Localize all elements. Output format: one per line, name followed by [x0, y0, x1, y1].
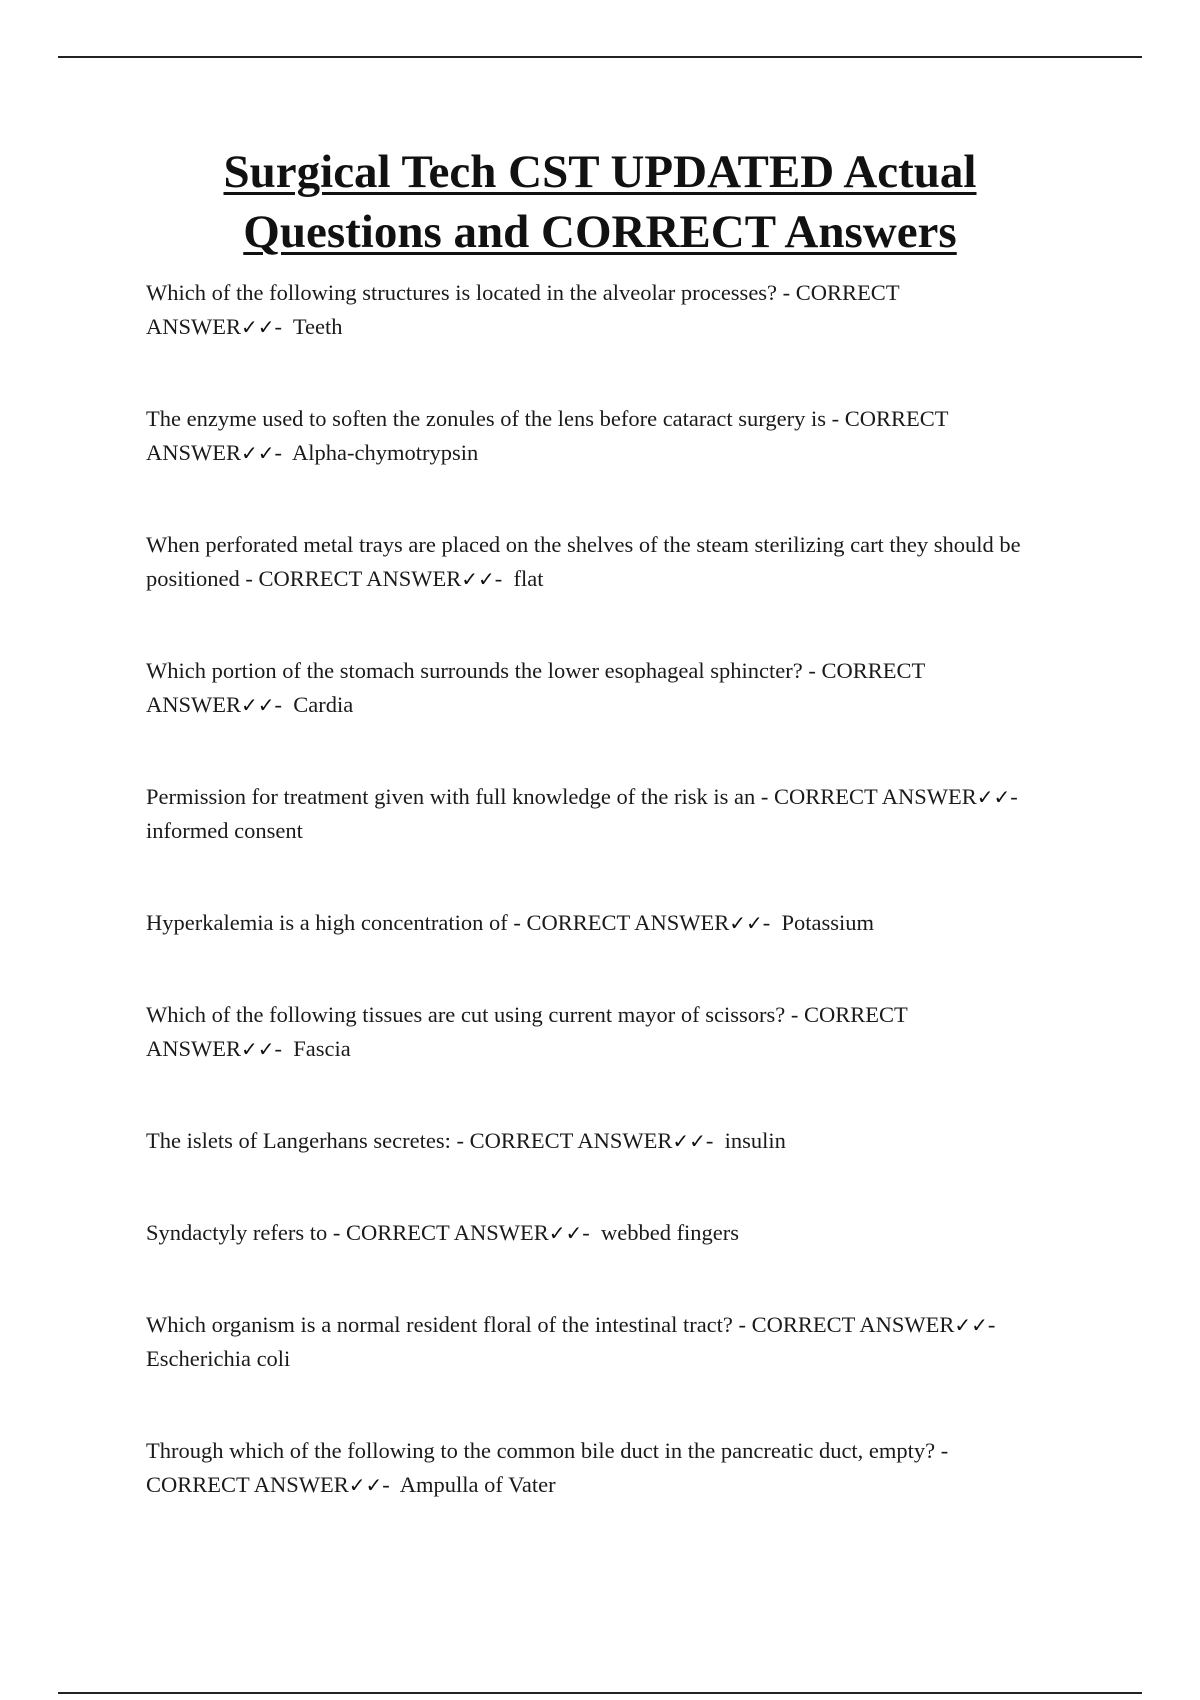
double-check-icon: ✓✓ — [348, 1473, 383, 1497]
double-check-icon: ✓✓ — [461, 567, 495, 591]
question-text: Syndactyly refers to — [146, 1220, 328, 1245]
question-text: The enzyme used to soften the zonules of the lens before cataract surgery is — [146, 406, 826, 431]
answer-text: Ampulla of Vater — [399, 1472, 556, 1497]
footer-rule — [58, 1692, 1142, 1694]
double-check-icon: ✓✓ — [548, 1221, 583, 1245]
answer-text: Teeth — [292, 314, 343, 339]
answer-label: CORRECT ANSWER — [774, 784, 977, 809]
qa-item: The enzyme used to soften the zonules of the lens before cataract surgery is - CORRECT ANSWER✓✓- Alpha-chymotrypsin — [146, 406, 949, 465]
double-check-icon: ✓✓ — [241, 1037, 275, 1061]
question-text: Which organism is a normal resident floral of the intestinal tract? — [146, 1312, 733, 1337]
qa-item: Through which of the following to the common bile duct in the pancreatic duct, empty? - CORRECT ANSWER✓✓- Ampulla of Vater — [146, 1438, 954, 1497]
answer-label: CORRECT ANSWER — [146, 1472, 349, 1497]
qa-item: The islets of Langerhans secretes: - CORRECT ANSWER✓✓- insulin — [146, 1128, 786, 1153]
answer-label: CORRECT ANSWER — [146, 658, 925, 717]
qa-item: Which of the following tissues are cut using current mayor of scissors? - CORRECT ANSWER✓✓- Fascia — [146, 1002, 908, 1061]
qa-item: When perforated metal trays are placed on the shelves of the steam sterilizing cart they should be positioned - CORRECT ANSWER✓✓- flat — [146, 532, 1021, 591]
question-text: Which portion of the stomach surrounds the lower esophageal sphincter? — [146, 658, 803, 683]
question-text: When perforated metal trays are placed on the shelves of the steam sterilizing cart they should be positioned — [146, 532, 1021, 591]
qa-item: Hyperkalemia is a high concentration of - CORRECT ANSWER✓✓- Potassium — [146, 910, 875, 935]
answer-text: Alpha-chymotrypsin — [292, 440, 479, 465]
answer-text: Fascia — [293, 1036, 351, 1061]
double-check-icon: ✓✓ — [241, 693, 275, 717]
answer-text: webbed fingers — [600, 1220, 740, 1245]
double-check-icon: ✓✓ — [672, 1129, 706, 1153]
answer-text: flat — [513, 566, 544, 591]
answer-text: informed consent — [146, 818, 303, 843]
question-text: Through which of the following to the common bile duct in the pancreatic duct, empty? — [146, 1438, 936, 1463]
question-text: Permission for treatment given with full knowledge of the risk is an — [146, 784, 756, 809]
answer-label: CORRECT ANSWER — [146, 406, 949, 465]
answer-label: CORRECT ANSWER — [146, 1002, 908, 1061]
qa-item: Syndactyly refers to - CORRECT ANSWER✓✓- webbed fingers — [146, 1220, 740, 1245]
answer-label: CORRECT ANSWER — [146, 280, 900, 339]
question-text: Which of the following structures is located in the alveolar processes? — [146, 280, 778, 305]
answer-label: CORRECT ANSWER — [258, 566, 462, 591]
double-check-icon: ✓✓ — [241, 315, 275, 339]
qa-item: Which of the following structures is located in the alveolar processes? - CORRECT ANSWER✓✓- Teeth — [146, 280, 900, 339]
answer-label: CORRECT ANSWER — [345, 1220, 549, 1245]
header-rule — [58, 56, 1142, 58]
answer-text: Cardia — [293, 692, 354, 717]
answer-label: CORRECT ANSWER — [469, 1128, 673, 1153]
title-line-1: Surgical Tech CST UPDATED Actual — [223, 146, 977, 198]
question-text: Which of the following tissues are cut using current mayor of scissors? — [146, 1002, 786, 1027]
qa-item: Which portion of the stomach surrounds the lower esophageal sphincter? - CORRECT ANSWER✓✓- Cardia — [146, 658, 925, 717]
answer-label: CORRECT ANSWER — [526, 910, 730, 935]
double-check-icon: ✓✓ — [241, 441, 275, 465]
answer-text: Potassium — [781, 910, 875, 935]
qa-list — [146, 276, 1026, 1502]
answer-label: CORRECT ANSWER — [751, 1312, 955, 1337]
title-line-2: Questions and CORRECT Answers — [243, 206, 957, 258]
answer-text: insulin — [724, 1128, 786, 1153]
qa-item: Which organism is a normal resident floral of the intestinal tract? - CORRECT ANSWER✓✓- Escherichia coli — [146, 1312, 1002, 1371]
double-check-icon: ✓✓ — [976, 785, 1011, 809]
qa-item: Permission for treatment given with full knowledge of the risk is an - CORRECT ANSWER✓✓- informed consent — [146, 784, 1024, 843]
answer-text: Escherichia coli — [146, 1346, 291, 1371]
double-check-icon: ✓✓ — [954, 1313, 988, 1337]
question-text: Hyperkalemia is a high concentration of — [146, 910, 508, 935]
question-text: The islets of Langerhans secretes: — [146, 1128, 451, 1153]
document-title — [0, 142, 1200, 262]
double-check-icon: ✓✓ — [729, 911, 763, 935]
